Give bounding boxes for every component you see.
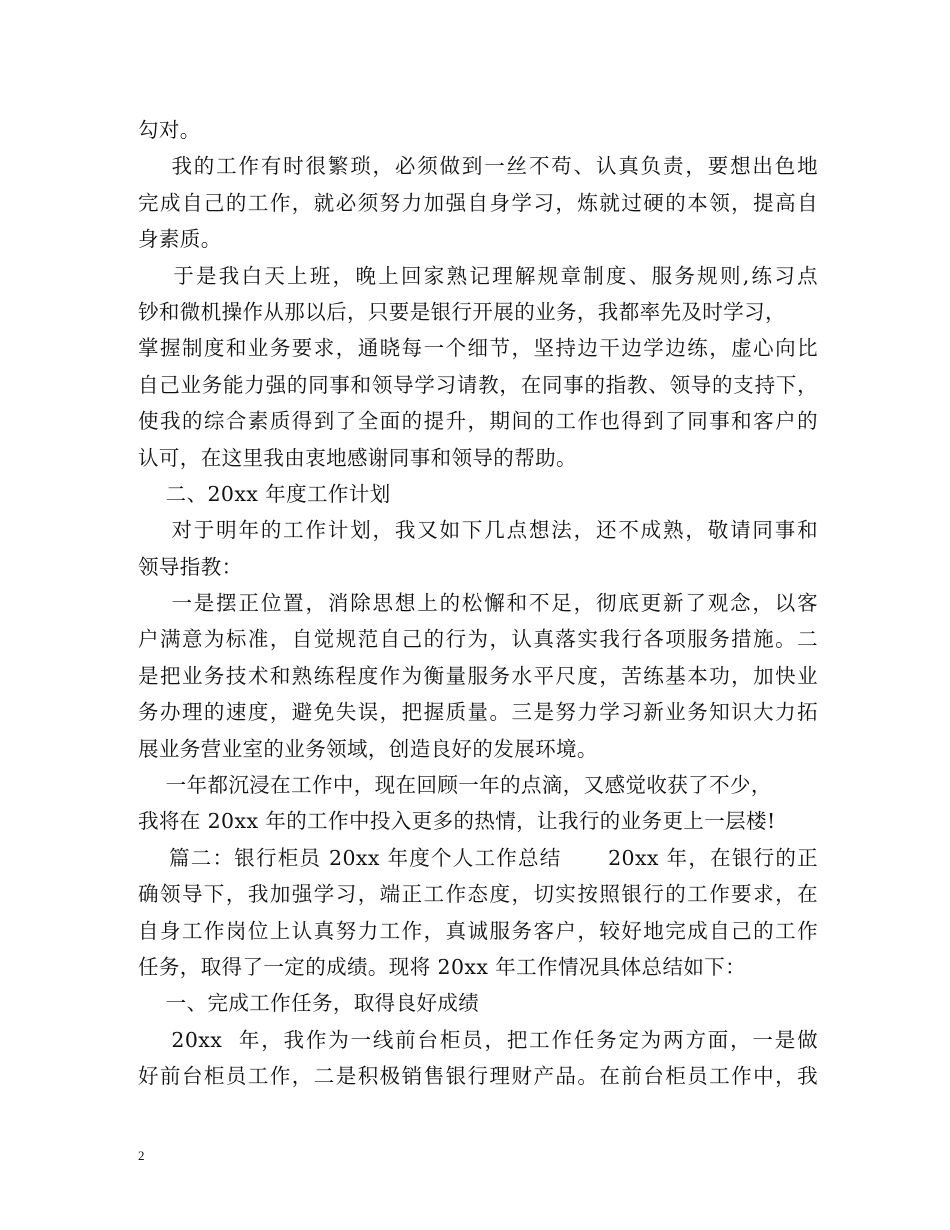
section-heading: 二、20xx 年度工作计划 bbox=[138, 481, 391, 506]
text-line: 自己业务能力强的同事和领导学习请教，在同事的指教、领导的支持下， bbox=[138, 372, 818, 397]
text-line: 认可，在这里我由衷地感谢同事和领导的帮助。 bbox=[138, 445, 577, 470]
text-line: 钞和微机操作从那以后，只要是银行开展的业务，我都率先及时学习， bbox=[138, 299, 786, 324]
text-line: 篇二：银行柜员 20xx 年度个人工作总结 20xx 年，在银行的正 bbox=[138, 845, 818, 870]
text-line: 自身工作岗位上认真努力工作，真诚服务客户，较好地完成自己的工作 bbox=[138, 918, 818, 943]
text-line: 掌握制度和业务要求，通晓每一个细节，坚持边干边学边练，虚心向比 bbox=[138, 336, 818, 361]
text-line: 对于明年的工作计划，我又如下几点想法，还不成熟，敬请同事和 bbox=[138, 518, 818, 543]
text-line: 户满意为标准，自觉规范自己的行为，认真落实我行各项服务措施。二 bbox=[138, 627, 818, 652]
text-line: 一是摆正位置，消除思想上的松懈和不足，彻底更新了观念，以客 bbox=[138, 591, 818, 616]
text-line: 好前台柜员工作，二是积极销售银行理财产品。在前台柜员工作中，我 bbox=[138, 1064, 818, 1089]
document-body bbox=[138, 112, 818, 1095]
text-line: 我的工作有时很繁琐，必须做到一丝不苟、认真负责，要想出色地 bbox=[138, 154, 818, 179]
text-line: 一年都沉浸在工作中，现在回顾一年的点滴，又感觉收获了不少， bbox=[138, 773, 772, 798]
text-line: 是把业务技术和熟练程度作为衡量服务水平尺度，苦练基本功，加快业 bbox=[138, 663, 818, 688]
text-line: 完成自己的工作，就必须努力加强自身学习，炼就过硬的本领，提高自 bbox=[138, 190, 818, 215]
text-line: 务办理的速度，避免失误，把握质量。三是努力学习新业务知识大力拓 bbox=[138, 700, 818, 725]
page-number: 2 bbox=[138, 1148, 145, 1163]
text-line: 我将在 20xx 年的工作中投入更多的热情，让我行的业务更上一层楼! bbox=[138, 809, 776, 834]
text-line: 20xx 年，我作为一线前台柜员，把工作任务定为两方面，一是做 bbox=[138, 1027, 818, 1052]
text-line: 任务，取得了一定的成绩。现将 20xx 年工作情况具体总结如下： bbox=[138, 954, 747, 979]
text-line: 领导指教： bbox=[138, 554, 243, 579]
text-line: 身素质。 bbox=[138, 227, 222, 252]
text-line: 展业务营业室的业务领域，创造良好的发展环境。 bbox=[138, 736, 598, 761]
section-heading: 一、完成工作任务，取得良好成绩 bbox=[138, 991, 480, 1016]
text-line: 勾对。 bbox=[138, 118, 201, 142]
text-line: 确领导下，我加强学习，端正工作态度，切实按照银行的工作要求，在 bbox=[138, 882, 818, 907]
text-line: 使我的综合素质得到了全面的提升，期间的工作也得到了同事和客户的 bbox=[138, 409, 818, 434]
text-line: 于是我白天上班，晚上回家熟记理解规章制度、服务规则,练习点 bbox=[138, 263, 818, 288]
